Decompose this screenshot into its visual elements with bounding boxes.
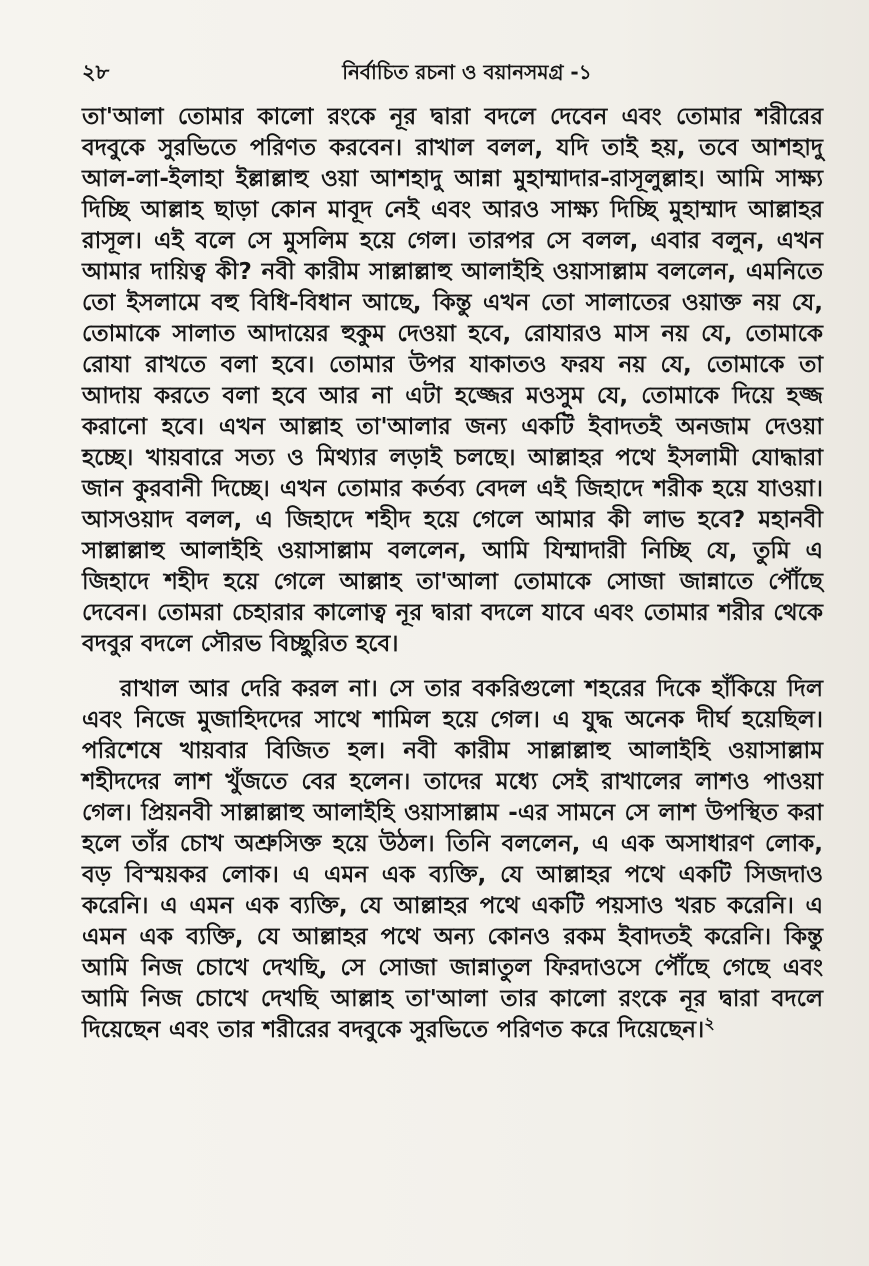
page-header: [82, 56, 823, 96]
paragraph-2: [82, 674, 823, 1046]
page-number: ২৮: [82, 60, 110, 84]
body-text: [82, 102, 823, 1046]
footnote-marker: ২: [704, 1013, 715, 1033]
paragraph-1: তা'আলা তোমার কালো রংকে নূর দ্বারা বদলে দেবেন এবং তোমার শরীরের বদবুকে সুরভিতে পরিণত করবেন। রাখাল বলল, যদি তাই হয়, তবে আশহাদু আল-লা-ইলাহা ইল্লাল্লাহু ওয়া আশহাদু আন্না মুহাম্মাদার-রাসূলুল্লাহ। আমি সাক্ষ্য দিচ্ছি আল্লাহ ছাড়া কোন মাবূদ নেই এবং আরও সাক্ষ্য দিচ্ছি মুহাম্মাদ আল্লাহর রাসূল। এই বলে সে মুসলিম হয়ে গেল। তারপর সে বলল, এবার বলুন, এখন আমার দায়িত্ব কী? নবী কারীম সাল্লাল্লাহু আলাইহি ওয়াসাল্লাম বললেন, এমনিতে তো ইসলামে বহু বিধি-বিধান আছে, কিন্তু এখন তো সালাতের ওয়াক্ত নয় যে, তোমাকে সালাত আদায়ের হুকুম দেওয়া হবে, রোযারও মাস নয় যে, তোমাকে রোযা রাখতে বলা হবে। তোমার উপর যাকাতও ফরয নয় যে, তোমাকে তা আদায় করতে বলা হবে আর না এটা হজ্জের মওসুম যে, তোমাকে দিয়ে হজ্জ করানো হবে। এখন আল্লাহ তা'আলার জন্য একটি ইবাদতই অনজাম দেওয়া হচ্ছে। খায়বারে সত্য ও মিথ্যার লড়াই চলছে। আল্লাহর পথে ইসলামী যোদ্ধারা জান কুরবানী দিচ্ছে। এখন তোমার কর্তব্য বেদল এই জিহাদে শরীক হয়ে যাওয়া। আসওয়াদ বলল, এ জিহাদে শহীদ হয়ে গেলে আমার কী লাভ হবে? মহানবী সাল্লাল্লাহু আলাইহি ওয়াসাল্লাম বললেন, আমি যিম্মাদারী নিচ্ছি যে, তুমি এ জিহাদে শহীদ হয়ে গেলে আল্লাহ তা'আলা তোমাকে সোজা জান্নাতে পৌঁছে দেবেন। তোমরা চেহারার কালোত্ব নূর দ্বারা বদলে যাবে এবং তোমার শরীর থেকে বদবুর বদলে সৌরভ বিচ্ছুরিত হবে।: [82, 104, 823, 657]
paragraph-2-text: রাখাল আর দেরি করল না। সে তার বকরিগুলো শহরের দিকে হাঁকিয়ে দিল এবং নিজে মুজাহিদদের সাথে শামিল হয়ে গেল। এ যুদ্ধ অনেক দীর্ঘ হয়েছিল। পরিশেষে খায়বার বিজিত হল। নবী কারীম সাল্লাল্লাহু আলাইহি ওয়াসাল্লাম শহীদদের লাশ খুঁজতে বের হলেন। তাদের মধ্যে সেই রাখালের লাশও পাওয়া গেল। প্রিয়নবী সাল্লাল্লাহু আলাইহি ওয়াসাল্লাম -এর সামনে সে লাশ উপস্থিত করা হলে তাঁর চোখ অশ্রুসিক্ত হয়ে উঠল। তিনি বললেন, এ এক অসাধারণ লোক, বড় বিস্ময়কর লোক। এ এমন এক ব্যক্তি, যে আল্লাহর পথে একটি সিজদাও করেনি। এ এমন এক ব্যক্তি, যে আল্লাহর পথে একটি পয়সাও খরচ করেনি। এ এমন এক ব্যক্তি, যে আল্লাহর পথে অন্য কোনও রকম ইবাদতই করেনি। কিন্তু আমি নিজ চোখে দেখছি, সে সোজা জান্নাতুল ফিরদাওসে পৌঁছে গেছে এবং আমি নিজ চোখে দেখছি আল্লাহ তা'আলা তার কালো রংকে নূর দ্বারা বদলে দিয়েছেন এবং তার শরীরের বদবুকে সুরভিতে পরিণত করে দিয়েছেন।: [82, 676, 823, 1043]
running-title: নির্বাচিত রচনা ও বয়ানসমগ্র -১: [342, 60, 592, 84]
bleed-through-smudge: [720, 1224, 830, 1250]
